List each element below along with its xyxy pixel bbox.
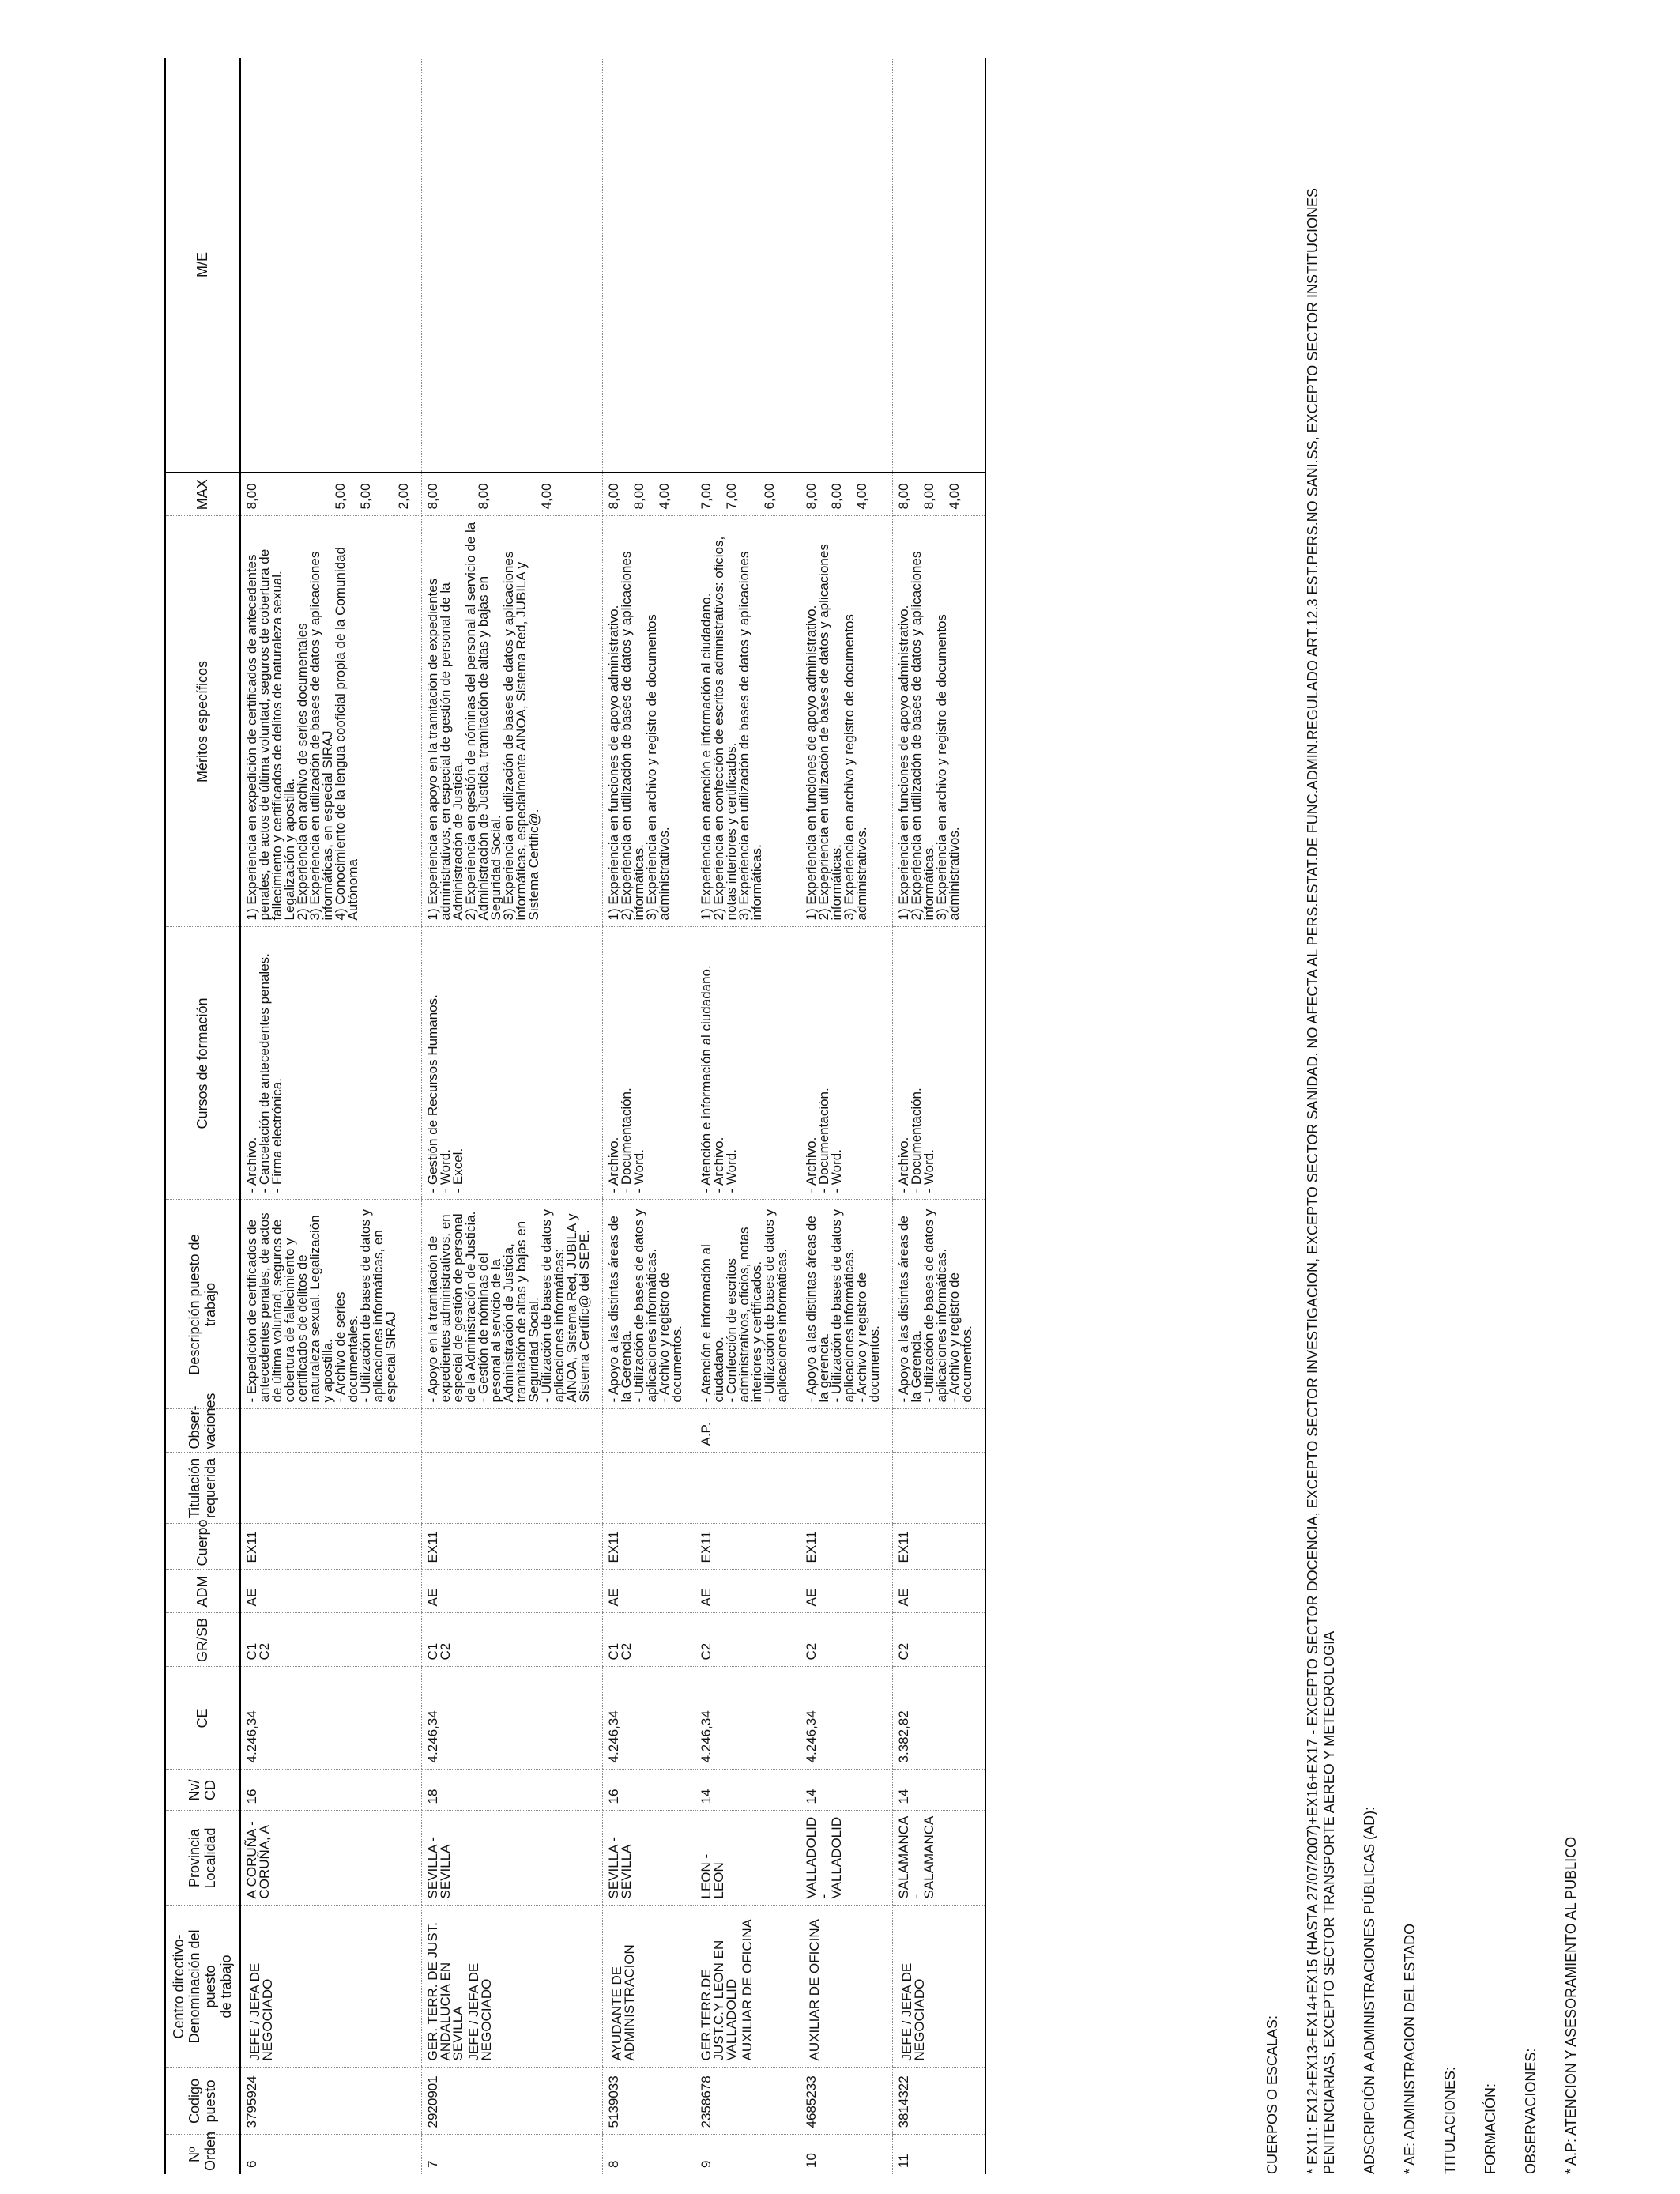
cell-me [422,58,603,473]
cell-cursos: - Archivo. - Documentación. - Word. [800,927,893,1200]
cell-titulacion [893,1453,986,1524]
cell-observaciones [893,1409,986,1453]
cell-grsb: C2 [695,1613,800,1667]
cuerpos-title: CUERPOS O ESCALAS: [1264,2015,1280,2174]
cell-me [603,58,695,473]
denominacion: JEFE / JEFA DE NEGOCIADO [247,1962,275,2061]
cell-max: 7,00 7,00 6,00 [695,473,800,516]
header-meritos: Méritos específicos [165,516,240,927]
cell-titulacion [695,1453,800,1524]
denominacion: JEFE / JEFA DE NEGOCIADO [899,1962,927,2061]
table-row [603,58,695,2174]
cell-max: 8,00 8,00 4,00 [603,473,695,516]
cell-codigo: 3814322 [893,2068,986,2135]
header-cuerpo: Cuerpo [165,1524,240,1570]
observaciones-text: * A.P: ATENCION Y ASESORAMIENTO AL PUBLICO [1563,1836,1579,2174]
cell-me [893,58,986,473]
cell-ce: 4.246,34 [240,1667,422,1770]
cell-provincia: VALLADOLID - VALLADOLID [800,1811,893,1906]
header-nivel: Nv/ CD [165,1770,240,1811]
table-row [800,58,893,2174]
cell-meritos: 1) Experiencia en funciones de apoyo administrativo. 2) Experiencia en utilización de bases de datos y aplicaciones informáticas. 3) Experiencia en archivo y registro de documentos administrativos. [603,516,695,927]
cell-me [800,58,893,473]
observaciones-title: OBSERVACIONES: [1523,2048,1539,2174]
cell-meritos: 1) Experiencia en atención e información al ciudadano. 2) Experiencia en confección de escritos administrativos: oficios, notas interiores y certificados. 3) Experiencia en utilización de bases de datos y aplicaciones informáticas. [695,516,800,927]
cell-nivel: 18 [422,1770,603,1811]
cell-nivel: 14 [800,1770,893,1811]
cell-titulacion [240,1453,422,1524]
cell-centro [800,1906,893,2068]
cell-ce: 4.246,34 [422,1667,603,1770]
cell-descripcion: - Apoyo a las distintas áreas de la Gerencia. - Utilización de bases de datos y aplicaciones informáticas. - Archivo y registro de documentos. [603,1200,695,1409]
cell-cursos: - Archivo. - Documentación. - Word. [603,927,695,1200]
cell-orden: 9 [699,2160,714,2168]
cell-codigo: 2920901 [422,2068,603,2135]
centro-group: GER.TERR.DE JUST.C.Y LEON EN VALLADOLID [699,1940,739,2061]
header-ce: CE [165,1667,240,1770]
cell-cursos: - Atención e información al ciudadano. - Archivo. - Word. [695,927,800,1200]
cell-codigo: 4685233 [800,2068,893,2135]
cell-provincia: SEVILLA - SEVILLA [603,1811,695,1906]
cell-observaciones: A.P. [695,1409,800,1453]
cell-ce: 4.246,34 [800,1667,893,1770]
cell-observaciones [800,1409,893,1453]
header-adm: ADM [165,1570,240,1613]
cell-observaciones [422,1409,603,1453]
cell-orden: 11 [896,2154,911,2168]
cell-nivel: 16 [240,1770,422,1811]
cell-descripcion: - Atención e información al ciudadano. - Confección de escritos administrativos, oficios, notas interiores y certificados. - Utilización de bases de datos y aplicaciones informáticas. [695,1200,800,1409]
cell-codigo: 3795924 [240,2068,422,2135]
cell-meritos: 1) Experiencia en funciones de apoyo administrativo. 2) Experiencia en utilización de bases de datos y aplicaciones informáticas. 3) Experiencia en archivo y registro de documentos administrativos. [893,516,986,927]
cell-ce: 4.246,34 [603,1667,695,1770]
cell-ce: 3.382,82 [893,1667,986,1770]
cell-observaciones [603,1409,695,1453]
cell-cursos: - Archivo. - Documentación. - Word. [893,927,986,1200]
cell-orden: 8 [606,2160,621,2168]
cell-orden: 7 [425,2160,440,2168]
cell-adm: AE [695,1570,800,1613]
cell-grsb: C1 C2 [240,1613,422,1667]
cell-descripcion: - Apoyo a las distintas áreas de la Gerencia. - Utilización de bases de datos y aplicaciones informáticas. - Archivo y registro de documentos. [893,1200,986,1409]
cell-grsb: C1 C2 [422,1613,603,1667]
cell-cuerpo: EX11 [695,1524,800,1570]
table-row [240,58,422,2174]
formacion-title: FORMACIÓN: [1482,2083,1498,2174]
cell-adm: AE [240,1570,422,1613]
cell-nivel: 14 [695,1770,800,1811]
cell-centro [603,1906,695,2068]
header-orden: Nº Orden [165,2135,240,2174]
denominacion: AUXILIAR DE OFICINA [740,1919,755,2061]
cell-observaciones [240,1409,422,1453]
header-descripcion: Descripción puesto de trabajo [165,1200,240,1409]
cell-ce: 4.246,34 [695,1667,800,1770]
cell-grsb: C2 [893,1613,986,1667]
cell-titulacion [422,1453,603,1524]
cell-cuerpo: EX11 [603,1524,695,1570]
cell-meritos: 1) Experiencia en apoyo en la tramitación de expedientes administrativos, en especial de gestión de personal de la Administración de Justicia. 2) Experiencia en gestión de nóminas del personal al servicio de la Administración de Justicia, tramitación de altas y bajas en Seguridad Social. 3) Experiencia en utilización de bases de datos y aplicaciones informáticas, especialmente AINOA, Sistema Red, JUBILA y Sistema Certific@. [422,516,603,927]
header-provincia: Provincia Localidad [165,1811,240,1906]
adscripcion-text: * AE: ADMINISTRACION DEL ESTADO [1402,1923,1418,2174]
cell-adm: AE [422,1570,603,1613]
cell-titulacion [603,1453,695,1524]
denominacion: AYUDANTE DE ADMINISTRACION [609,1944,637,2061]
cell-adm: AE [603,1570,695,1613]
rotated-page [20,40,1660,2194]
cell-cuerpo: EX11 [800,1524,893,1570]
cell-nivel: 14 [893,1770,986,1811]
cell-provincia: SALAMANCA - SALAMANCA [893,1811,986,1906]
cell-titulacion [800,1453,893,1524]
cell-max: 8,00 8,00 4,00 [893,473,986,516]
cell-centro [422,1906,603,2068]
header-codigo: Codigo puesto [165,2068,240,2135]
cell-cuerpo: EX11 [240,1524,422,1570]
table-row [893,58,986,2174]
cell-provincia: SEVILLA - SEVILLA [422,1811,603,1906]
header-centro: Centro directivo- Denominación del puesto de trabajo [165,1906,240,2068]
cell-cuerpo: EX11 [422,1524,603,1570]
cell-nivel: 16 [603,1770,695,1811]
cell-meritos: 1) Experiencia en funciones de apoyo administrativo. 2) Expepriencia en utilización de bases de datos y aplicaciones informáticas. 3) Experiencia en archivo y registro de documentos administrativos. [800,516,893,927]
titulaciones-title: TITULACIONES: [1442,2066,1458,2174]
header-cursos: Cursos de formación [165,927,240,1200]
cell-orden: 6 [244,2160,259,2168]
vacancies-table [164,58,986,2174]
denominacion: AUXILIAR DE OFICINA [807,1919,822,2061]
cell-meritos: 1) Experiencia en expedición de certificados de antecedentes penales, de actos de última voluntad, seguros de cobertura de fallecimiento y certificados de delitos de naturaleza sexual. Legalización y apostilla. 2) Experiencia en archivo de series documentales 3) Experiencia en utilización de bases de datos y aplicaciones informáticas, en especial SIRAJ 4) Conocimiento de la lengua cooficial propia de la Comunidad Autónoma [240,516,422,927]
cell-adm: AE [800,1570,893,1613]
cell-cursos: - Gestión de Recursos Humanos. - Word. - Excel. [422,927,603,1200]
cell-max: 8,00 8,00 4,00 [422,473,603,516]
cell-codigo: 5139033 [603,2068,695,2135]
header-titulacion: Titulación requerida [165,1453,240,1524]
centro-group: GER. TERR. DE JUST. ANDALUCIA EN SEVILLA [425,1922,465,2061]
cell-me [695,58,800,473]
cell-codigo: 2358678 [695,2068,800,2135]
denominacion: JEFE / JEFA DE NEGOCIADO [466,1962,494,2061]
cell-descripcion: - Apoyo en la tramitación de expedientes administrativos, en especial de gestión de personal de la Administración de Justicia. - Gestión de nóminas del pesonal al servicio de la Administración de Justicia, tramitación de altas y bajas en Seguridad Social. - Utilización de bases de datos y aplicaciones informáticas: AINOA, Sistema Red, JUBILA y Sistema Certific@ del SEPE. [422,1200,603,1409]
cell-orden: 10 [804,2153,819,2168]
footer-notes [1264,80,1603,2174]
cell-max: 8,00 8,00 4,00 [800,473,893,516]
header-max: MAX [165,473,240,516]
cell-adm: AE [893,1570,986,1613]
table-row [422,58,603,2174]
cell-centro [695,1906,800,2068]
cell-grsb: C2 [800,1613,893,1667]
cell-descripcion: - Expedición de certificados de antecedentes penales, de actos de última voluntad, seguros de cobertura de fallecimiento y certificados de delitos de naturaleza sexual. Legalización y apostilla. - Archivo de series documentales. - Utilización de bases de datos y aplicaciones informáticas, en especial SIRAJ [240,1200,422,1409]
cell-max: 8,00 5,00 5,00 2,00 [240,473,422,516]
cell-descripcion: - Apoyo a las distintas áreas de la gerencia. - Utilización de bases de datos y aplicaciones informáticas. - Archivo y registro de documentos. [800,1200,893,1409]
cell-grsb: C1 C2 [603,1613,695,1667]
cell-me [240,58,422,473]
cell-provincia: A CORUÑA - CORUÑA, A [240,1811,422,1906]
header-observaciones: Obser- vaciones [165,1409,240,1453]
cuerpos-text: * EX11: EX12+EX13+EX14+EX15 (HASTA 27/07/2007)+EX16+EX17 - EXCEPTO SECTOR DOCENCIA, EXCEPTO SECTOR INVESTIGACION, EXCEPTO SECTOR SANIDAD. NO AFECTA AL PERS.ESTAT.DE FUNC.ADMIN.REGULADO ART.12.3 EST.PERS.NO SANI.SS, EXCEPTO SECTOR INSTITUCIONES PENITENCIARIAS, EXCEPTO SECTOR TRANSPORTE AEREO Y METEOROLOGIA [1305,188,1337,2174]
cell-cursos: - Archivo. - Cancelación de antecedentes penales. - Firma electrónica. [240,927,422,1200]
adscripcion-title: ADSCRIPCIÓN A ADMINISTRACIONES PÚBLICAS (AD): [1362,1806,1377,2174]
header-grsb: GR/SB [165,1613,240,1667]
table-row [695,58,800,2174]
cell-cuerpo: EX11 [893,1524,986,1570]
header-me: M/E [165,58,240,473]
cell-centro [893,1906,986,2068]
cell-centro [240,1906,422,2068]
cell-provincia: LEON - LEON [695,1811,800,1906]
table-header-row [165,58,240,2174]
